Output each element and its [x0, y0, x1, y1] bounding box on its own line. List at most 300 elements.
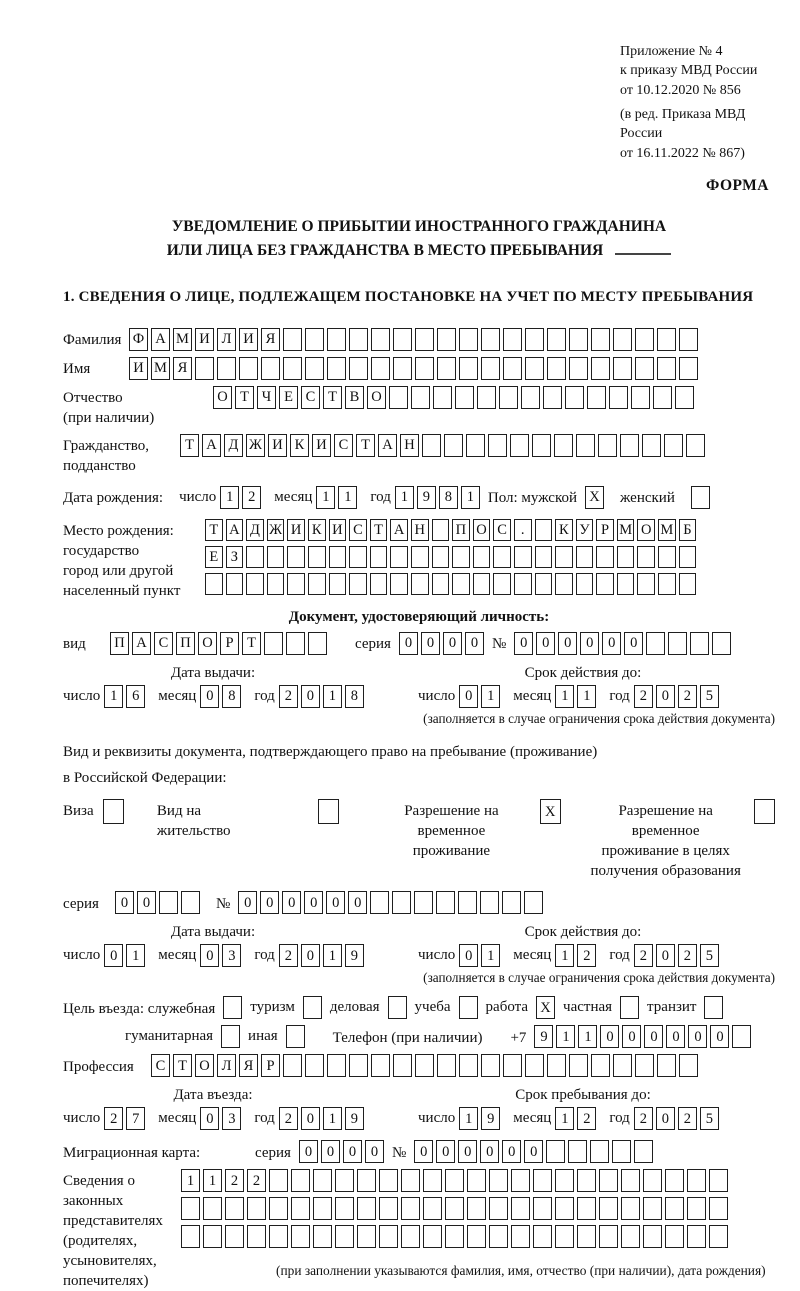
form-cell[interactable] — [308, 573, 326, 595]
form-cell[interactable]: И — [287, 519, 305, 541]
form-cell[interactable] — [393, 328, 412, 351]
form-cell[interactable] — [620, 996, 639, 1019]
form-cell[interactable]: 7 — [126, 1107, 145, 1130]
form-cell[interactable] — [590, 1140, 609, 1163]
form-cell[interactable]: 2 — [577, 944, 596, 967]
form-cell[interactable] — [712, 632, 731, 655]
form-cell[interactable]: 0 — [301, 685, 320, 708]
form-cell[interactable]: 1 — [459, 1107, 478, 1130]
form-cell[interactable] — [411, 386, 430, 409]
form-cell[interactable]: 0 — [656, 944, 675, 967]
form-cell[interactable]: С — [154, 632, 173, 655]
form-cell[interactable]: 6 — [126, 685, 145, 708]
form-cell[interactable]: 2 — [678, 944, 697, 967]
form-cell[interactable] — [401, 1225, 420, 1248]
form-cell[interactable] — [466, 434, 485, 457]
form-cell[interactable]: 2 — [104, 1107, 123, 1130]
form-cell[interactable] — [635, 1054, 654, 1077]
form-cell[interactable] — [535, 573, 553, 595]
form-cell[interactable]: 0 — [580, 632, 599, 655]
form-cell[interactable]: Ч — [257, 386, 276, 409]
form-cell[interactable] — [609, 386, 628, 409]
form-cell[interactable] — [569, 328, 588, 351]
form-cell[interactable] — [525, 328, 544, 351]
form-cell[interactable] — [181, 1225, 200, 1248]
form-cell[interactable] — [436, 891, 455, 914]
form-cell[interactable] — [547, 328, 566, 351]
form-cell[interactable]: 0 — [710, 1025, 729, 1048]
form-cell[interactable] — [533, 1169, 552, 1192]
form-cell[interactable] — [305, 1054, 324, 1077]
form-cell[interactable] — [596, 573, 614, 595]
form-cell[interactable]: 0 — [321, 1140, 340, 1163]
form-cell[interactable]: 2 — [225, 1169, 244, 1192]
form-cell[interactable]: 5 — [700, 685, 719, 708]
form-cell[interactable]: 1 — [126, 944, 145, 967]
form-cell[interactable]: 0 — [399, 632, 418, 655]
form-cell[interactable]: . — [514, 519, 532, 541]
form-cell[interactable] — [502, 891, 521, 914]
form-cell[interactable] — [308, 546, 326, 568]
form-cell[interactable] — [349, 546, 367, 568]
form-cell[interactable]: М — [617, 519, 635, 541]
form-cell[interactable]: 0 — [200, 944, 219, 967]
form-cell[interactable]: 1 — [555, 944, 574, 967]
form-cell[interactable] — [489, 1225, 508, 1248]
form-cell[interactable] — [637, 573, 655, 595]
form-cell[interactable] — [437, 1054, 456, 1077]
form-cell[interactable]: 1 — [461, 486, 480, 509]
form-cell[interactable]: 0 — [443, 632, 462, 655]
form-cell[interactable]: 1 — [578, 1025, 597, 1048]
form-cell[interactable] — [543, 386, 562, 409]
form-cell[interactable] — [264, 632, 283, 655]
form-cell[interactable]: А — [378, 434, 397, 457]
form-cell[interactable]: 1 — [316, 486, 335, 509]
form-cell[interactable] — [444, 434, 463, 457]
form-cell[interactable]: О — [473, 519, 491, 541]
form-cell[interactable] — [709, 1169, 728, 1192]
form-cell[interactable] — [569, 1054, 588, 1077]
form-cell[interactable]: 0 — [421, 632, 440, 655]
form-cell[interactable] — [415, 1054, 434, 1077]
form-cell[interactable] — [646, 632, 665, 655]
form-cell[interactable] — [371, 328, 390, 351]
form-cell[interactable] — [239, 357, 258, 380]
form-cell[interactable] — [596, 546, 614, 568]
form-cell[interactable] — [732, 1025, 751, 1048]
form-cell[interactable]: О — [195, 1054, 214, 1077]
form-cell[interactable]: 0 — [600, 1025, 619, 1048]
form-cell[interactable] — [637, 546, 655, 568]
form-cell[interactable] — [269, 1169, 288, 1192]
form-cell[interactable]: Д — [246, 519, 264, 541]
form-cell[interactable]: О — [198, 632, 217, 655]
form-cell[interactable] — [657, 328, 676, 351]
form-cell[interactable]: 1 — [203, 1169, 222, 1192]
form-cell[interactable] — [269, 1197, 288, 1220]
form-cell[interactable]: Т — [173, 1054, 192, 1077]
form-cell[interactable]: С — [493, 519, 511, 541]
form-cell[interactable] — [643, 1225, 662, 1248]
form-cell[interactable]: 0 — [644, 1025, 663, 1048]
form-cell[interactable]: А — [151, 328, 170, 351]
form-cell[interactable] — [437, 328, 456, 351]
form-cell[interactable] — [686, 434, 705, 457]
form-cell[interactable]: Л — [217, 328, 236, 351]
form-cell[interactable] — [433, 386, 452, 409]
form-cell[interactable] — [679, 357, 698, 380]
form-cell[interactable]: 0 — [602, 632, 621, 655]
form-cell[interactable]: 0 — [459, 685, 478, 708]
form-cell[interactable]: X — [585, 486, 604, 509]
form-cell[interactable] — [467, 1225, 486, 1248]
form-cell[interactable]: 0 — [622, 1025, 641, 1048]
form-cell[interactable] — [499, 386, 518, 409]
form-cell[interactable]: К — [555, 519, 573, 541]
form-cell[interactable]: Е — [205, 546, 223, 568]
form-cell[interactable]: И — [195, 328, 214, 351]
form-cell[interactable] — [458, 891, 477, 914]
form-cell[interactable] — [423, 1197, 442, 1220]
form-cell[interactable] — [335, 1225, 354, 1248]
form-cell[interactable]: 1 — [577, 685, 596, 708]
form-cell[interactable]: 0 — [200, 685, 219, 708]
form-cell[interactable] — [569, 357, 588, 380]
form-cell[interactable]: 0 — [301, 944, 320, 967]
form-cell[interactable] — [511, 1169, 530, 1192]
form-cell[interactable]: 0 — [465, 632, 484, 655]
form-cell[interactable]: К — [290, 434, 309, 457]
form-cell[interactable] — [286, 632, 305, 655]
form-cell[interactable]: Б — [679, 519, 697, 541]
form-cell[interactable] — [327, 357, 346, 380]
form-cell[interactable] — [226, 573, 244, 595]
form-cell[interactable]: А — [390, 519, 408, 541]
form-cell[interactable]: 0 — [502, 1140, 521, 1163]
form-cell[interactable] — [709, 1225, 728, 1248]
form-cell[interactable]: Ф — [129, 328, 148, 351]
form-cell[interactable] — [452, 546, 470, 568]
form-cell[interactable] — [568, 1140, 587, 1163]
form-cell[interactable]: 0 — [514, 632, 533, 655]
form-cell[interactable] — [392, 891, 411, 914]
form-cell[interactable] — [357, 1225, 376, 1248]
form-cell[interactable] — [329, 573, 347, 595]
form-cell[interactable]: 2 — [634, 944, 653, 967]
form-cell[interactable] — [422, 434, 441, 457]
form-cell[interactable]: 1 — [104, 685, 123, 708]
form-cell[interactable] — [291, 1225, 310, 1248]
form-cell[interactable]: 9 — [345, 1107, 364, 1130]
form-cell[interactable] — [577, 1225, 596, 1248]
form-cell[interactable]: Н — [400, 434, 419, 457]
form-cell[interactable] — [489, 1169, 508, 1192]
form-cell[interactable]: 0 — [343, 1140, 362, 1163]
form-cell[interactable] — [493, 546, 511, 568]
form-cell[interactable] — [335, 1169, 354, 1192]
form-cell[interactable]: 1 — [481, 944, 500, 967]
form-cell[interactable] — [423, 1169, 442, 1192]
form-cell[interactable] — [287, 546, 305, 568]
form-cell[interactable] — [459, 1054, 478, 1077]
form-cell[interactable]: 0 — [115, 891, 134, 914]
form-cell[interactable] — [313, 1225, 332, 1248]
form-cell[interactable]: С — [151, 1054, 170, 1077]
form-cell[interactable] — [291, 1197, 310, 1220]
form-cell[interactable]: 1 — [323, 944, 342, 967]
form-cell[interactable]: 0 — [536, 632, 555, 655]
form-cell[interactable] — [481, 328, 500, 351]
form-cell[interactable] — [203, 1225, 222, 1248]
form-cell[interactable] — [521, 386, 540, 409]
form-cell[interactable] — [547, 357, 566, 380]
form-cell[interactable] — [577, 1197, 596, 1220]
form-cell[interactable] — [576, 546, 594, 568]
form-cell[interactable] — [432, 519, 450, 541]
form-cell[interactable] — [103, 799, 124, 824]
form-cell[interactable] — [709, 1197, 728, 1220]
form-cell[interactable] — [225, 1197, 244, 1220]
form-cell[interactable]: Т — [235, 386, 254, 409]
form-cell[interactable] — [455, 386, 474, 409]
form-cell[interactable] — [287, 573, 305, 595]
form-cell[interactable]: Т — [323, 386, 342, 409]
form-cell[interactable] — [305, 328, 324, 351]
form-cell[interactable] — [370, 546, 388, 568]
form-cell[interactable] — [283, 1054, 302, 1077]
form-cell[interactable] — [620, 434, 639, 457]
form-cell[interactable] — [357, 1169, 376, 1192]
form-cell[interactable]: 0 — [301, 1107, 320, 1130]
form-cell[interactable] — [459, 357, 478, 380]
form-cell[interactable] — [401, 1169, 420, 1192]
form-cell[interactable] — [621, 1225, 640, 1248]
form-cell[interactable] — [617, 573, 635, 595]
form-cell[interactable]: Е — [279, 386, 298, 409]
form-cell[interactable] — [591, 328, 610, 351]
form-cell[interactable]: 3 — [222, 1107, 241, 1130]
form-cell[interactable]: М — [151, 357, 170, 380]
form-cell[interactable]: С — [301, 386, 320, 409]
form-cell[interactable]: 0 — [436, 1140, 455, 1163]
form-cell[interactable] — [393, 357, 412, 380]
form-cell[interactable]: О — [637, 519, 655, 541]
form-cell[interactable] — [635, 357, 654, 380]
form-cell[interactable]: X — [540, 799, 561, 824]
form-cell[interactable] — [687, 1169, 706, 1192]
form-cell[interactable] — [613, 357, 632, 380]
form-cell[interactable]: 5 — [700, 944, 719, 967]
form-cell[interactable] — [313, 1197, 332, 1220]
form-cell[interactable]: 2 — [678, 685, 697, 708]
form-cell[interactable]: 0 — [656, 1107, 675, 1130]
form-cell[interactable] — [612, 1140, 631, 1163]
form-cell[interactable] — [335, 1197, 354, 1220]
form-cell[interactable] — [687, 1197, 706, 1220]
form-cell[interactable]: 0 — [480, 1140, 499, 1163]
form-cell[interactable]: 0 — [624, 632, 643, 655]
form-cell[interactable] — [576, 573, 594, 595]
form-cell[interactable] — [642, 434, 661, 457]
form-cell[interactable]: 0 — [238, 891, 257, 914]
form-cell[interactable]: Т — [356, 434, 375, 457]
form-cell[interactable]: 1 — [323, 1107, 342, 1130]
form-cell[interactable] — [414, 891, 433, 914]
form-cell[interactable] — [305, 357, 324, 380]
form-cell[interactable] — [473, 573, 491, 595]
form-cell[interactable] — [370, 891, 389, 914]
form-cell[interactable]: П — [176, 632, 195, 655]
form-cell[interactable]: 2 — [577, 1107, 596, 1130]
form-cell[interactable] — [511, 1197, 530, 1220]
form-cell[interactable] — [247, 1197, 266, 1220]
form-cell[interactable]: 0 — [282, 891, 301, 914]
form-cell[interactable] — [423, 1225, 442, 1248]
form-cell[interactable] — [576, 434, 595, 457]
form-cell[interactable] — [488, 434, 507, 457]
form-cell[interactable] — [704, 996, 723, 1019]
form-cell[interactable] — [657, 1054, 676, 1077]
form-cell[interactable] — [510, 434, 529, 457]
form-cell[interactable] — [349, 1054, 368, 1077]
form-cell[interactable] — [613, 1054, 632, 1077]
form-cell[interactable] — [668, 632, 687, 655]
form-cell[interactable]: И — [129, 357, 148, 380]
form-cell[interactable] — [555, 546, 573, 568]
form-cell[interactable] — [415, 328, 434, 351]
form-cell[interactable] — [432, 573, 450, 595]
form-cell[interactable]: П — [110, 632, 129, 655]
form-cell[interactable] — [480, 891, 499, 914]
form-cell[interactable] — [657, 357, 676, 380]
form-cell[interactable] — [371, 1054, 390, 1077]
form-cell[interactable] — [379, 1197, 398, 1220]
form-cell[interactable]: 1 — [395, 486, 414, 509]
form-cell[interactable] — [599, 1197, 618, 1220]
form-cell[interactable] — [437, 357, 456, 380]
form-cell[interactable] — [225, 1225, 244, 1248]
form-cell[interactable]: 2 — [634, 1107, 653, 1130]
form-cell[interactable]: А — [226, 519, 244, 541]
form-cell[interactable]: 2 — [247, 1169, 266, 1192]
form-cell[interactable] — [247, 1225, 266, 1248]
form-cell[interactable]: 0 — [414, 1140, 433, 1163]
form-cell[interactable] — [687, 1225, 706, 1248]
form-cell[interactable] — [432, 546, 450, 568]
form-cell[interactable] — [665, 1225, 684, 1248]
form-cell[interactable] — [467, 1169, 486, 1192]
form-cell[interactable] — [532, 434, 551, 457]
form-cell[interactable]: 8 — [222, 685, 241, 708]
form-cell[interactable]: 0 — [365, 1140, 384, 1163]
form-cell[interactable] — [327, 1054, 346, 1077]
form-cell[interactable] — [329, 546, 347, 568]
form-cell[interactable] — [754, 799, 775, 824]
form-cell[interactable] — [546, 1140, 565, 1163]
form-cell[interactable] — [665, 1197, 684, 1220]
form-cell[interactable] — [246, 573, 264, 595]
form-cell[interactable]: З — [226, 546, 244, 568]
form-cell[interactable] — [452, 573, 470, 595]
form-cell[interactable]: 2 — [279, 1107, 298, 1130]
form-cell[interactable] — [389, 386, 408, 409]
form-cell[interactable] — [675, 386, 694, 409]
form-cell[interactable] — [481, 1054, 500, 1077]
form-cell[interactable]: Т — [370, 519, 388, 541]
form-cell[interactable] — [291, 1169, 310, 1192]
form-cell[interactable]: Я — [239, 1054, 258, 1077]
form-cell[interactable] — [555, 1197, 574, 1220]
form-cell[interactable] — [223, 996, 242, 1019]
form-cell[interactable] — [393, 1054, 412, 1077]
form-cell[interactable]: 0 — [656, 685, 675, 708]
form-cell[interactable] — [591, 357, 610, 380]
form-cell[interactable] — [459, 996, 478, 1019]
form-cell[interactable]: 1 — [555, 685, 574, 708]
form-cell[interactable]: П — [452, 519, 470, 541]
form-cell[interactable] — [634, 1140, 653, 1163]
form-cell[interactable]: Т — [180, 434, 199, 457]
form-cell[interactable] — [390, 573, 408, 595]
form-cell[interactable] — [555, 1225, 574, 1248]
form-cell[interactable] — [591, 1054, 610, 1077]
form-cell[interactable] — [635, 328, 654, 351]
form-cell[interactable] — [203, 1197, 222, 1220]
form-cell[interactable] — [631, 386, 650, 409]
form-cell[interactable] — [401, 1197, 420, 1220]
form-cell[interactable]: 0 — [458, 1140, 477, 1163]
form-cell[interactable] — [690, 632, 709, 655]
form-cell[interactable]: У — [576, 519, 594, 541]
form-cell[interactable]: С — [334, 434, 353, 457]
form-cell[interactable] — [379, 1169, 398, 1192]
form-cell[interactable]: 0 — [558, 632, 577, 655]
form-cell[interactable]: С — [349, 519, 367, 541]
form-cell[interactable] — [665, 1169, 684, 1192]
form-cell[interactable] — [621, 1169, 640, 1192]
form-cell[interactable]: Ж — [246, 434, 265, 457]
form-cell[interactable]: 0 — [137, 891, 156, 914]
form-cell[interactable] — [267, 546, 285, 568]
form-cell[interactable] — [159, 891, 178, 914]
form-cell[interactable]: Я — [261, 328, 280, 351]
form-cell[interactable]: Р — [596, 519, 614, 541]
form-cell[interactable]: X — [536, 996, 555, 1019]
form-cell[interactable]: 0 — [688, 1025, 707, 1048]
form-cell[interactable]: 1 — [555, 1107, 574, 1130]
form-cell[interactable] — [327, 328, 346, 351]
form-cell[interactable]: 8 — [439, 486, 458, 509]
form-cell[interactable]: Н — [411, 519, 429, 541]
form-cell[interactable]: Л — [217, 1054, 236, 1077]
form-cell[interactable]: 9 — [345, 944, 364, 967]
form-cell[interactable] — [217, 357, 236, 380]
form-cell[interactable]: 0 — [348, 891, 367, 914]
form-cell[interactable]: И — [268, 434, 287, 457]
form-cell[interactable] — [535, 519, 553, 541]
form-cell[interactable] — [503, 328, 522, 351]
form-cell[interactable] — [577, 1169, 596, 1192]
form-cell[interactable] — [181, 1197, 200, 1220]
form-cell[interactable]: Ж — [267, 519, 285, 541]
form-cell[interactable] — [514, 573, 532, 595]
form-cell[interactable] — [599, 1169, 618, 1192]
form-cell[interactable] — [493, 573, 511, 595]
form-cell[interactable] — [370, 573, 388, 595]
form-cell[interactable] — [308, 632, 327, 655]
form-cell[interactable]: И — [239, 328, 258, 351]
